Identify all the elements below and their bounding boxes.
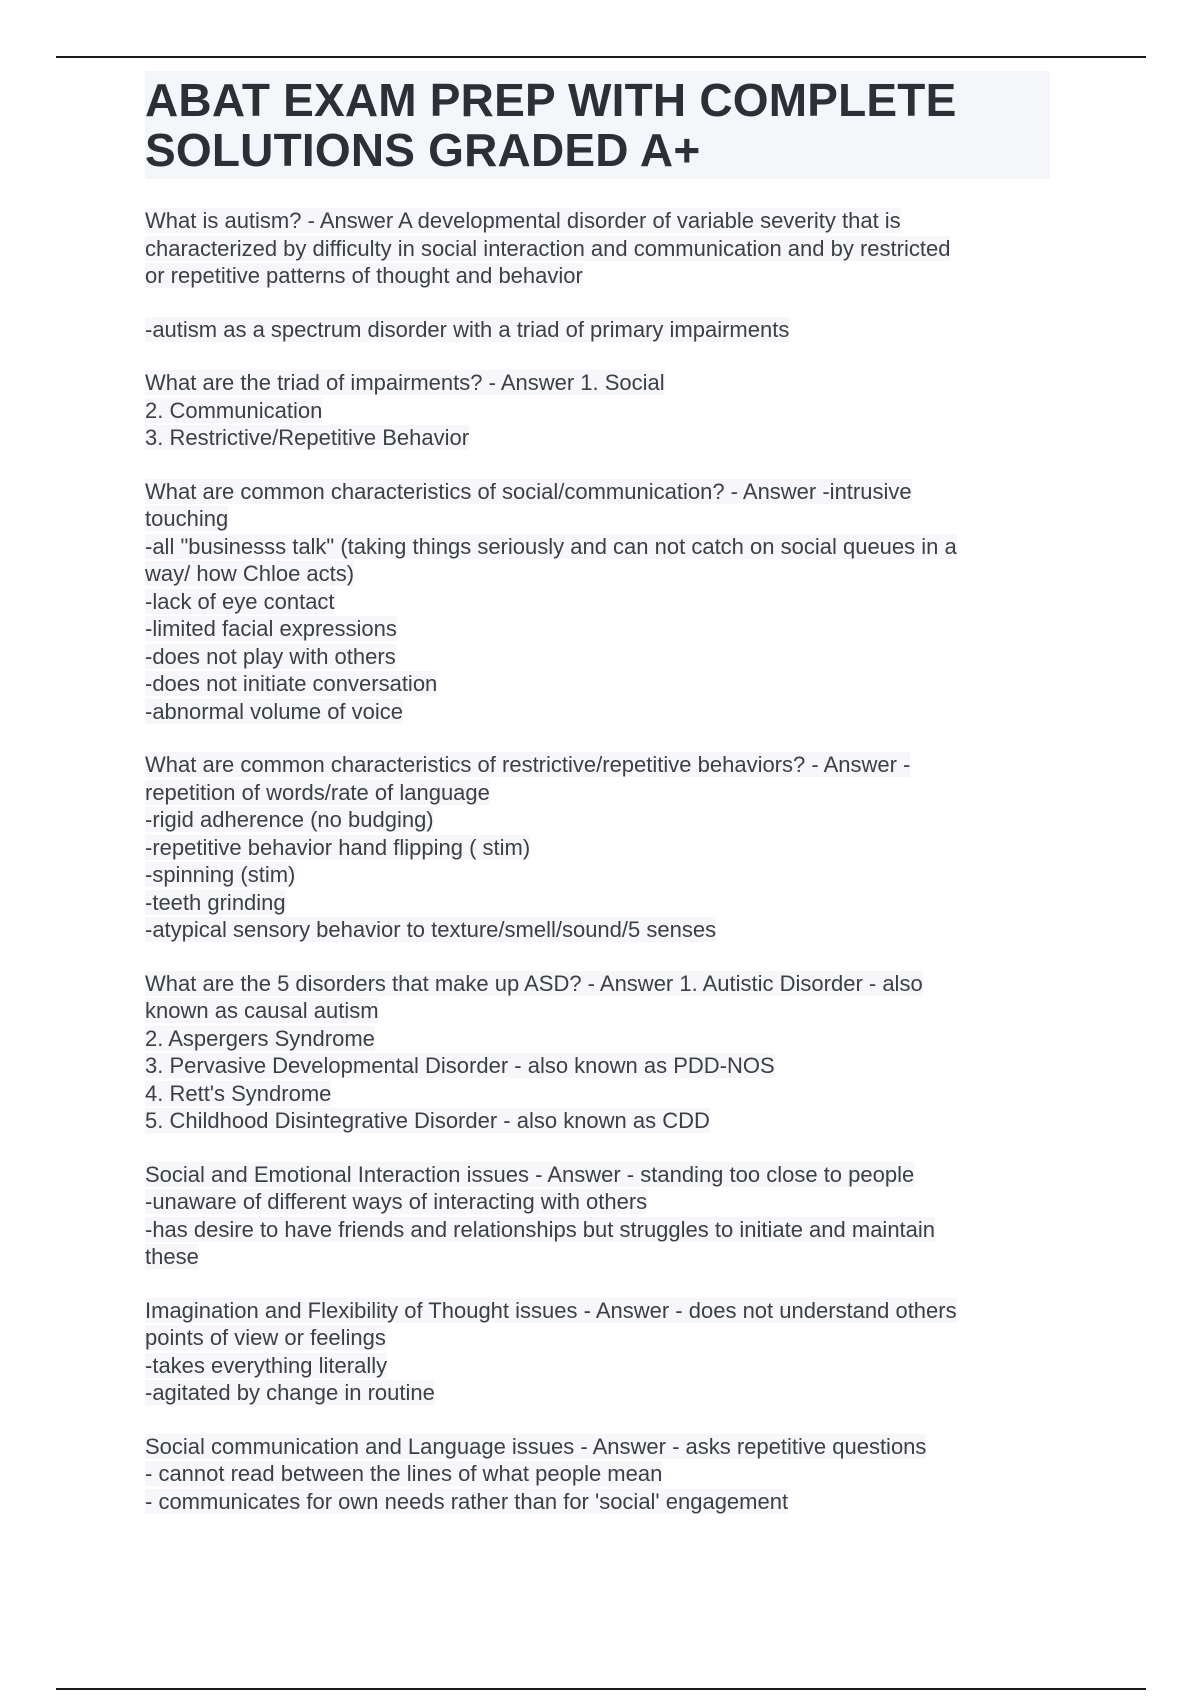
text-line: 4. Rett's Syndrome <box>145 1080 332 1106</box>
text-line: What are the 5 disorders that make up ASD? - Answer 1. Autistic Disorder - also <box>145 970 923 996</box>
text-line: Social communication and Language issues - Answer - asks repetitive questions <box>145 1433 927 1459</box>
document-body <box>145 71 1055 1541</box>
text-line: -unaware of different ways of interacting with others <box>145 1189 648 1214</box>
text-line: -atypical sensory behavior to texture/smell/sound/5 senses <box>145 917 717 942</box>
qa-block <box>145 369 1055 452</box>
text-line: Imagination and Flexibility of Thought issues - Answer - does not understand others <box>145 1297 957 1323</box>
text-line: -spinning (stim) <box>145 862 296 887</box>
text-line: What is autism? - Answer A developmental disorder of variable severity that is <box>145 208 901 233</box>
text-line: way/ how Chloe acts) <box>145 561 355 586</box>
text-line: -repetitive behavior hand flipping ( stim) <box>145 834 531 860</box>
qa-block <box>145 316 1055 344</box>
text-line: -limited facial expressions <box>145 616 397 641</box>
text-line: -lack of eye contact <box>145 588 335 614</box>
bottom-rule <box>56 1688 1146 1690</box>
qa-block <box>145 1297 1055 1407</box>
text-line: -takes everything literally <box>145 1352 388 1378</box>
text-line: or repetitive patterns of thought and behavior <box>145 263 583 288</box>
text-line: touching <box>145 506 229 531</box>
text-line: What are common characteristics of restrictive/repetitive behaviors? - Answer - <box>145 752 911 777</box>
text-line: known as causal autism <box>145 998 379 1023</box>
title-line: SOLUTIONS GRADED A+ <box>145 124 701 176</box>
text-line: -agitated by change in routine <box>145 1380 435 1405</box>
text-line: -abnormal volume of voice <box>145 698 404 724</box>
document-title <box>145 71 1050 179</box>
text-line: 3. Restrictive/Repetitive Behavior <box>145 425 470 450</box>
text-line: 2. Aspergers Syndrome <box>145 1025 375 1051</box>
text-line: - cannot read between the lines of what people mean <box>145 1461 663 1486</box>
text-line: -does not initiate conversation <box>145 671 438 696</box>
qa-block <box>145 207 1055 290</box>
qa-block <box>145 1433 1055 1516</box>
text-line: -teeth grinding <box>145 889 286 915</box>
qa-block <box>145 478 1055 726</box>
top-rule <box>56 56 1146 58</box>
text-line: -does not play with others <box>145 643 396 669</box>
text-line: 2. Communication <box>145 397 323 423</box>
text-line: - communicates for own needs rather than for 'social' engagement <box>145 1488 789 1514</box>
qa-block <box>145 970 1055 1135</box>
qa-block <box>145 1161 1055 1271</box>
text-line: What are the triad of impairments? - Answer 1. Social <box>145 370 665 395</box>
text-line: What are common characteristics of social/communication? - Answer -intrusive <box>145 478 912 504</box>
text-line: -rigid adherence (no budging) <box>145 807 434 832</box>
text-line: -all "businesss talk" (taking things seriously and can not catch on social queues in a <box>145 533 957 559</box>
text-line: Social and Emotional Interaction issues - Answer - standing too close to people <box>145 1161 915 1187</box>
text-line: characterized by difficulty in social interaction and communication and by restricted <box>145 235 951 261</box>
text-line: points of view or feelings <box>145 1325 386 1350</box>
text-line: 5. Childhood Disintegrative Disorder - also known as CDD <box>145 1108 710 1133</box>
qa-block <box>145 751 1055 944</box>
title-line: ABAT EXAM PREP WITH COMPLETE <box>145 74 957 126</box>
text-line: -has desire to have friends and relationships but struggles to initiate and maintain <box>145 1216 936 1242</box>
text-line: 3. Pervasive Developmental Disorder - also known as PDD-NOS <box>145 1053 775 1078</box>
text-line: these <box>145 1244 199 1269</box>
text-line: repetition of words/rate of language <box>145 779 490 805</box>
text-line: -autism as a spectrum disorder with a triad of primary impairments <box>145 316 790 342</box>
